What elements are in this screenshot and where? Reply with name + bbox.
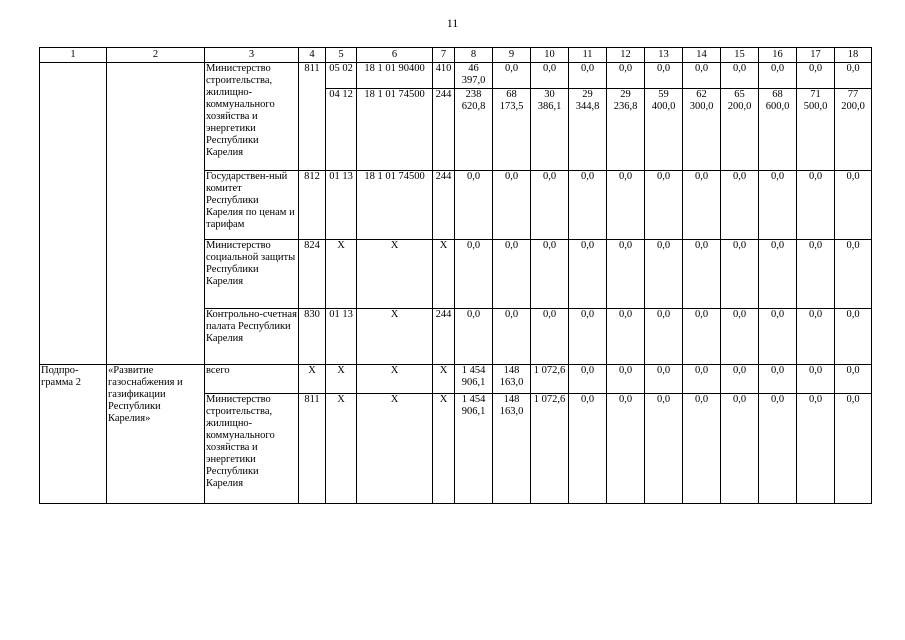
admin-code: 811 <box>299 63 326 171</box>
value-cell: 148 163,0 <box>493 365 531 394</box>
header-cell: 13 <box>645 48 683 63</box>
header-cell: 7 <box>433 48 455 63</box>
value-cell: 0,0 <box>759 309 797 365</box>
admin-code: 812 <box>299 171 326 240</box>
value-cell: 0,0 <box>721 171 759 240</box>
value-cell: 0,0 <box>645 240 683 309</box>
section-code: 01 13 <box>326 309 357 365</box>
value-cell: 0,0 <box>455 309 493 365</box>
value-cell: 0,0 <box>607 365 645 394</box>
value-cell: 0,0 <box>607 309 645 365</box>
value-cell: 0,0 <box>759 63 797 89</box>
value-cell: 0,0 <box>493 240 531 309</box>
value-cell: 0,0 <box>493 309 531 365</box>
value-cell: 65 200,0 <box>721 89 759 171</box>
value-cell: 0,0 <box>759 171 797 240</box>
value-cell: 0,0 <box>759 240 797 309</box>
value-cell: 0,0 <box>683 365 721 394</box>
value-cell: 0,0 <box>531 240 569 309</box>
target-code: 18 1 01 74500 <box>357 171 433 240</box>
admin-name: Министерство строительства, жилищно-коммунального хозяйства и энергетики Республики Карелия <box>205 394 299 504</box>
header-cell: 15 <box>721 48 759 63</box>
header-cell: 11 <box>569 48 607 63</box>
header-cell: 10 <box>531 48 569 63</box>
value-cell: 0,0 <box>721 394 759 504</box>
value-cell: 1 454 906,1 <box>455 394 493 504</box>
value-cell: 0,0 <box>759 365 797 394</box>
value-cell: 0,0 <box>493 63 531 89</box>
value-cell: 0,0 <box>835 394 872 504</box>
value-cell: 0,0 <box>645 63 683 89</box>
expense-type: Х <box>433 394 455 504</box>
admin-code: 830 <box>299 309 326 365</box>
value-cell: 29 344,8 <box>569 89 607 171</box>
value-cell: 68 173,5 <box>493 89 531 171</box>
admin-name: всего <box>205 365 299 394</box>
value-cell: 0,0 <box>797 365 835 394</box>
target-code: Х <box>357 240 433 309</box>
value-cell: 1 072,6 <box>531 394 569 504</box>
header-cell: 12 <box>607 48 645 63</box>
admin-code: 824 <box>299 240 326 309</box>
header-cell: 1 <box>40 48 107 63</box>
admin-name: Министерство строительства, жилищно-коммунального хозяйства и энергетики Республики Карелия <box>205 63 299 171</box>
header-cell: 17 <box>797 48 835 63</box>
value-cell: 0,0 <box>645 394 683 504</box>
target-code: Х <box>357 365 433 394</box>
value-cell: 0,0 <box>455 240 493 309</box>
subprogram-label: Подпро-грамма 2 <box>40 365 107 504</box>
header-cell: 16 <box>759 48 797 63</box>
value-cell: 0,0 <box>835 171 872 240</box>
value-cell: 0,0 <box>531 63 569 89</box>
admin-name: Контрольно-счетная палата Республики Карелия <box>205 309 299 365</box>
value-cell: 0,0 <box>759 394 797 504</box>
value-cell: 59 400,0 <box>645 89 683 171</box>
value-cell: 0,0 <box>683 394 721 504</box>
value-cell: 0,0 <box>569 240 607 309</box>
value-cell: 0,0 <box>683 63 721 89</box>
target-code: 18 1 01 90400 <box>357 63 433 89</box>
header-cell: 14 <box>683 48 721 63</box>
value-cell: 0,0 <box>645 309 683 365</box>
value-cell: 0,0 <box>835 240 872 309</box>
section-code: 05 02 <box>326 63 357 89</box>
section-code: 01 13 <box>326 171 357 240</box>
value-cell: 0,0 <box>569 171 607 240</box>
value-cell: 46 397,0 <box>455 63 493 89</box>
value-cell: 0,0 <box>721 63 759 89</box>
header-cell: 5 <box>326 48 357 63</box>
value-cell: 238 620,8 <box>455 89 493 171</box>
value-cell: 0,0 <box>531 309 569 365</box>
section-code: 04 12 <box>326 89 357 171</box>
admin-name: Государствен-ный комитет Республики Карелия по ценам и тарифам <box>205 171 299 240</box>
value-cell: 0,0 <box>607 171 645 240</box>
value-cell: 0,0 <box>569 365 607 394</box>
budget-table <box>39 47 872 504</box>
section-code: Х <box>326 240 357 309</box>
value-cell: 0,0 <box>683 309 721 365</box>
value-cell: 0,0 <box>797 394 835 504</box>
target-code: 18 1 01 74500 <box>357 89 433 171</box>
expense-type: Х <box>433 240 455 309</box>
value-cell: 0,0 <box>683 240 721 309</box>
page-number: 11 <box>446 16 459 30</box>
value-cell: 0,0 <box>645 365 683 394</box>
header-cell: 8 <box>455 48 493 63</box>
value-cell: 0,0 <box>835 63 872 89</box>
value-cell: 0,0 <box>683 171 721 240</box>
value-cell: 0,0 <box>721 365 759 394</box>
value-cell: 0,0 <box>569 309 607 365</box>
value-cell: 0,0 <box>797 63 835 89</box>
value-cell: 0,0 <box>721 309 759 365</box>
header-cell: 4 <box>299 48 326 63</box>
table-row <box>40 63 872 89</box>
value-cell: 0,0 <box>607 394 645 504</box>
expense-type: 410 <box>433 63 455 89</box>
target-code: Х <box>357 394 433 504</box>
value-cell: 0,0 <box>645 171 683 240</box>
value-cell: 30 386,1 <box>531 89 569 171</box>
value-cell: 0,0 <box>569 63 607 89</box>
header-cell: 18 <box>835 48 872 63</box>
table-row <box>40 365 872 394</box>
header-cell: 2 <box>107 48 205 63</box>
target-code: Х <box>357 309 433 365</box>
value-cell: 0,0 <box>797 171 835 240</box>
value-cell: 0,0 <box>721 240 759 309</box>
value-cell: 0,0 <box>493 171 531 240</box>
value-cell: 29 236,8 <box>607 89 645 171</box>
expense-type: 244 <box>433 309 455 365</box>
admin-name: Министерство социальной защиты Республики Карелия <box>205 240 299 309</box>
value-cell: 68 600,0 <box>759 89 797 171</box>
empty-cell <box>107 63 205 365</box>
value-cell: 71 500,0 <box>797 89 835 171</box>
value-cell: 77 200,0 <box>835 89 872 171</box>
header-cell: 6 <box>357 48 433 63</box>
value-cell: 0,0 <box>797 240 835 309</box>
value-cell: 1 454 906,1 <box>455 365 493 394</box>
value-cell: 62 300,0 <box>683 89 721 171</box>
header-cell: 9 <box>493 48 531 63</box>
header-row <box>40 48 872 63</box>
admin-code: 811 <box>299 394 326 504</box>
expense-type: 244 <box>433 171 455 240</box>
empty-cell <box>40 63 107 365</box>
subprogram-title: «Развитие газоснабжения и газификации Республики Карелия» <box>107 365 205 504</box>
value-cell: 0,0 <box>835 365 872 394</box>
expense-type: 244 <box>433 89 455 171</box>
value-cell: 0,0 <box>569 394 607 504</box>
value-cell: 0,0 <box>797 309 835 365</box>
section-code: Х <box>326 365 357 394</box>
value-cell: 148 163,0 <box>493 394 531 504</box>
value-cell: 0,0 <box>607 240 645 309</box>
admin-code: Х <box>299 365 326 394</box>
section-code: Х <box>326 394 357 504</box>
value-cell: 1 072,6 <box>531 365 569 394</box>
value-cell: 0,0 <box>607 63 645 89</box>
value-cell: 0,0 <box>835 309 872 365</box>
expense-type: Х <box>433 365 455 394</box>
header-cell: 3 <box>205 48 299 63</box>
value-cell: 0,0 <box>531 171 569 240</box>
value-cell: 0,0 <box>455 171 493 240</box>
